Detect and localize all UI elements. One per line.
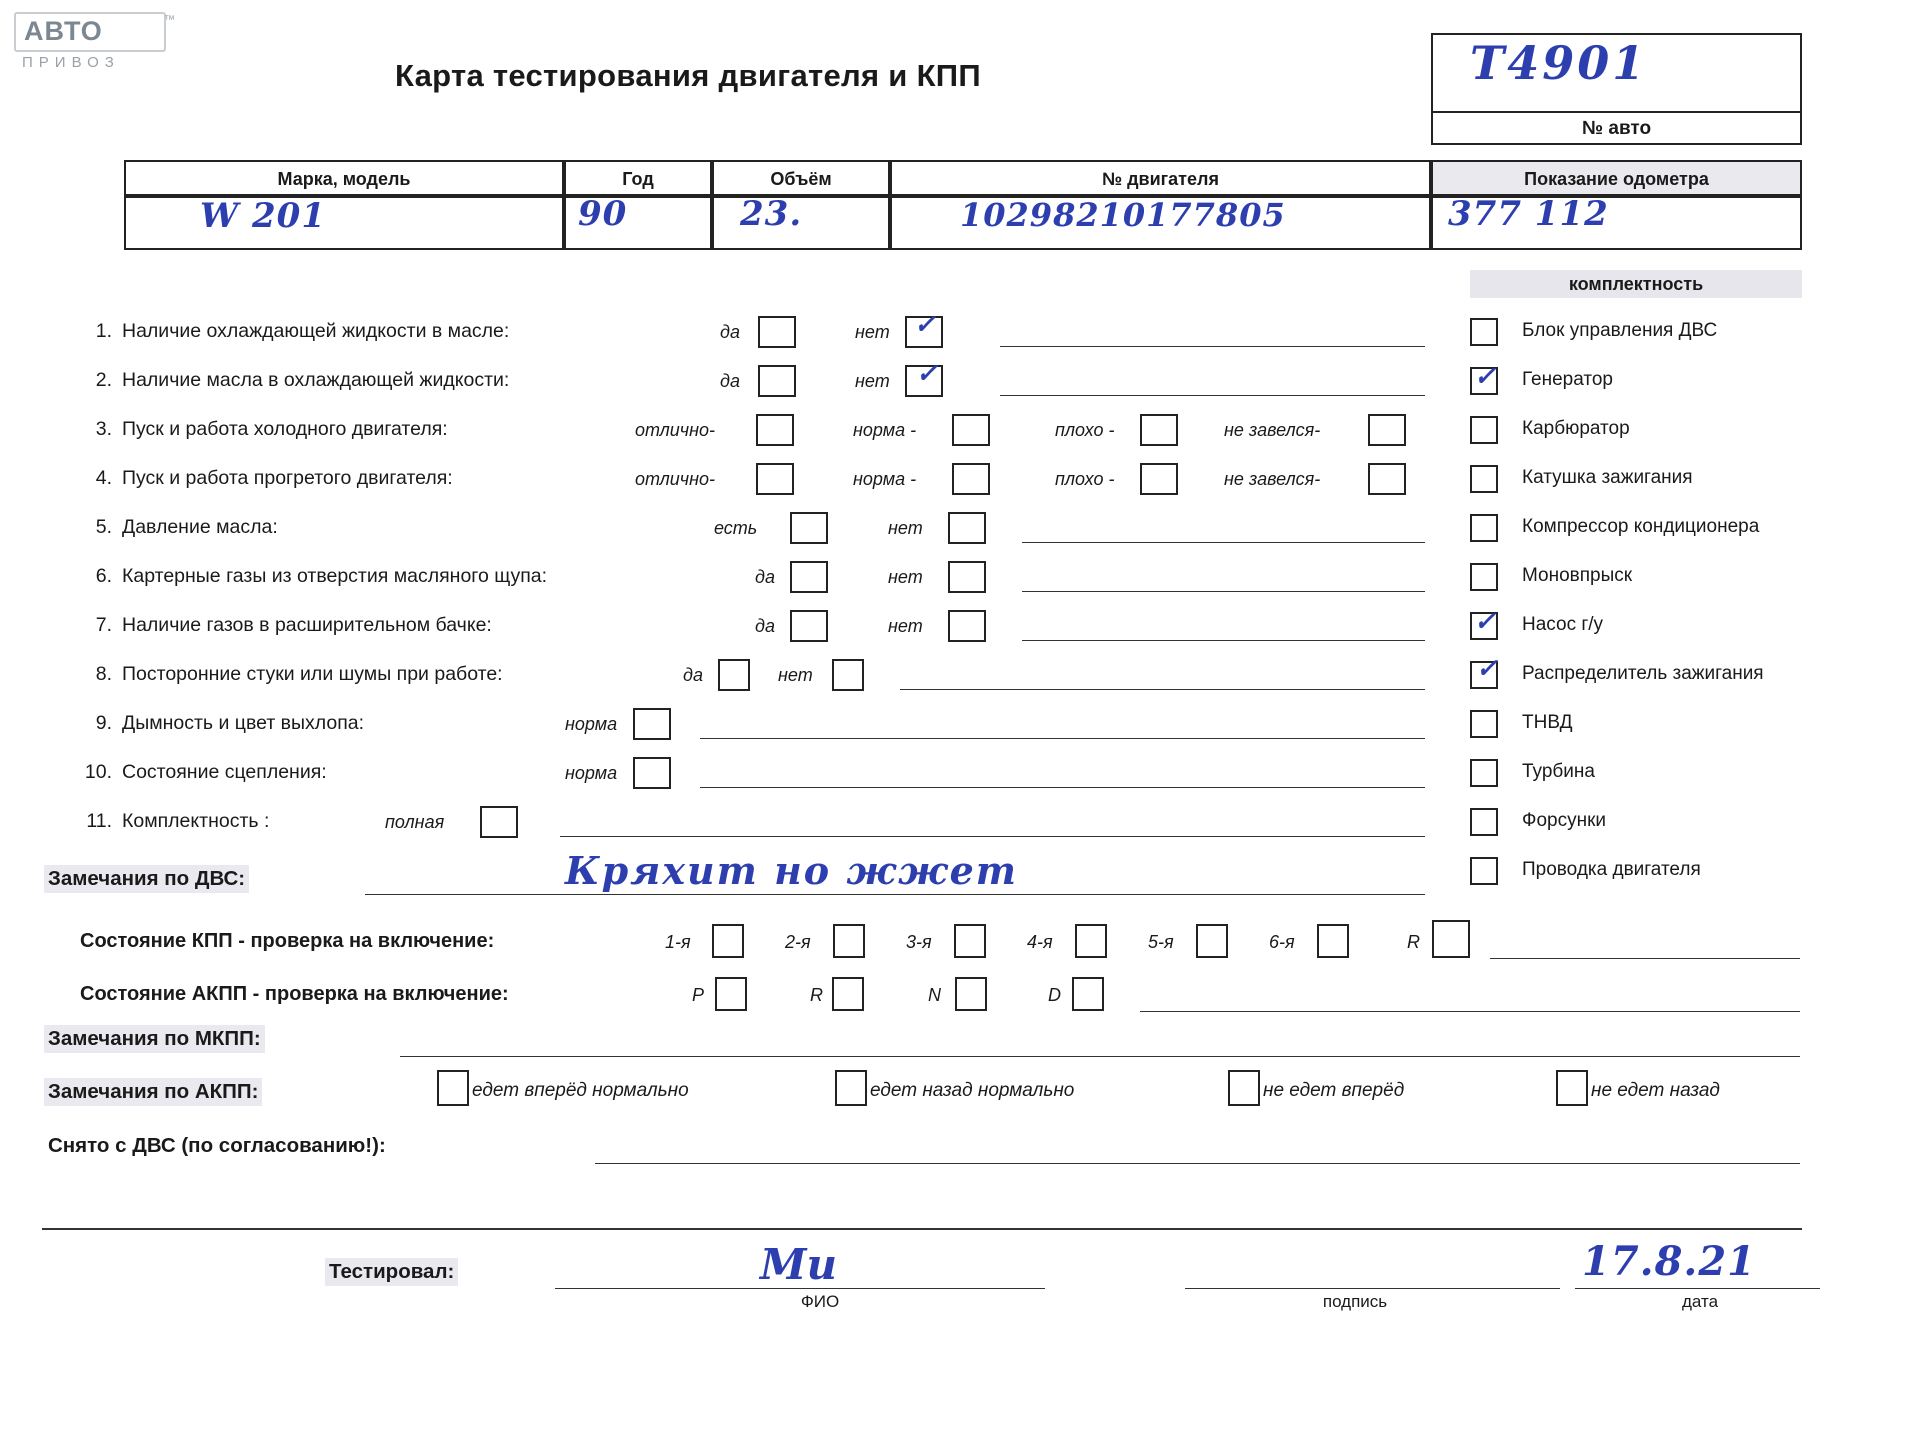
akpp-position-checkbox-2[interactable] <box>955 977 987 1011</box>
question-7-note-line[interactable] <box>1022 640 1425 641</box>
mkpp-gear-checkbox-2[interactable] <box>954 924 986 958</box>
question-3-option-3-checkbox[interactable] <box>1368 414 1406 446</box>
complectness-label-3: Катушка зажигания <box>1522 467 1693 488</box>
question-4-option-1-label: норма - <box>853 469 917 489</box>
table-header-make: Марка, модель <box>124 160 564 196</box>
question-text-9: Дымность и цвет выхлопа: <box>122 712 365 734</box>
question-number-5: 5. <box>95 516 112 538</box>
complectness-label-7: Распределитель зажигания <box>1522 663 1764 684</box>
mkpp-note-line[interactable] <box>1490 958 1800 959</box>
question-2-option-0-label: да <box>720 371 740 391</box>
akpp-position-label-1: R <box>810 985 823 1005</box>
mkpp-gear-checkbox-0[interactable] <box>712 924 744 958</box>
question-1-note-line[interactable] <box>1000 346 1425 347</box>
question-text-7: Наличие газов в расширительном бачке: <box>122 614 492 636</box>
question-2-note-line[interactable] <box>1000 395 1425 396</box>
mkpp-gear-checkbox-4[interactable] <box>1196 924 1228 958</box>
complectness-checkbox-2[interactable] <box>1470 416 1498 444</box>
table-header-year: Год <box>564 160 712 196</box>
question-text-4: Пуск и работа прогретого двигателя: <box>122 467 453 489</box>
complectness-mark-1: ✓ <box>1474 362 1496 392</box>
question-number-4: 4. <box>95 467 112 489</box>
complectness-header: комплектность <box>1470 270 1802 298</box>
mkpp-gear-checkbox-3[interactable] <box>1075 924 1107 958</box>
complectness-mark-6: ✓ <box>1474 607 1496 637</box>
footer-divider <box>42 1228 1802 1230</box>
question-8-option-1-label: нет <box>778 665 813 685</box>
question-3-option-2-label: плохо - <box>1055 420 1115 440</box>
mkpp-label: Состояние КПП - проверка на включение: <box>80 930 495 952</box>
question-5-option-1-label: нет <box>888 518 923 538</box>
notes-akpp-label-3: не едет назад <box>1591 1080 1720 1101</box>
mkpp-gear-label-4: 5-я <box>1148 932 1174 952</box>
question-text-5: Давление масла: <box>122 516 278 538</box>
question-8-option-0-label: да <box>683 665 703 685</box>
question-5-option-0-checkbox[interactable] <box>790 512 828 544</box>
question-4-option-2-label: плохо - <box>1055 469 1115 489</box>
question-4-option-3-label: не завелся- <box>1224 469 1321 489</box>
complectness-checkbox-3[interactable] <box>1470 465 1498 493</box>
complectness-label-10: Форсунки <box>1522 810 1606 831</box>
notes-akpp-checkbox-0[interactable] <box>437 1070 469 1106</box>
notes-akpp-label: Замечания по АКПП: <box>44 1078 262 1106</box>
complectness-label-0: Блок управления ДВС <box>1522 320 1718 341</box>
complectness-mark-7: ✓ <box>1476 654 1498 684</box>
tested-label: Тестировал: <box>325 1258 458 1286</box>
question-number-11: 11. <box>86 810 112 832</box>
question-3-option-3-label: не завелся- <box>1224 420 1321 440</box>
mkpp-gear-checkbox-6[interactable] <box>1432 920 1470 958</box>
notes-akpp-label-1: едет назад нормально <box>870 1080 1075 1101</box>
question-2-mark: ✓ <box>916 359 938 389</box>
fio-caption: ФИО <box>800 1292 840 1311</box>
value-engine-number: 10298210177805 <box>960 196 1286 234</box>
question-8-note-line[interactable] <box>900 689 1425 690</box>
question-7-option-0-checkbox[interactable] <box>790 610 828 642</box>
logo-subtitle: ПРИВОЗ <box>22 54 120 71</box>
mkpp-gear-checkbox-1[interactable] <box>833 924 865 958</box>
question-number-7: 7. <box>95 614 112 636</box>
value-volume: 23. <box>740 194 803 234</box>
date-caption: дата <box>1681 1292 1719 1311</box>
value-year: 90 <box>578 194 628 234</box>
akpp-position-label-3: D <box>1048 985 1061 1005</box>
question-1-option-0-checkbox[interactable] <box>758 316 796 348</box>
table-header-odometer: Показание одометра <box>1431 160 1802 196</box>
question-number-2: 2. <box>95 369 112 391</box>
question-number-6: 6. <box>95 565 112 587</box>
complectness-checkbox-5[interactable] <box>1470 563 1498 591</box>
complectness-label-8: ТНВД <box>1522 712 1573 733</box>
question-11-note-line[interactable] <box>560 836 1425 837</box>
question-text-11: Комплектность : <box>122 810 270 832</box>
question-9-option-0-label: норма <box>565 714 618 734</box>
complectness-checkbox-0[interactable] <box>1470 318 1498 346</box>
complectness-label-9: Турбина <box>1522 761 1595 782</box>
complectness-label-6: Насос г/у <box>1522 614 1604 635</box>
question-6-option-0-checkbox[interactable] <box>790 561 828 593</box>
notes-engine-value: Кряхит но жжет <box>565 848 1018 893</box>
notes-mkpp-line[interactable] <box>400 1056 1800 1057</box>
question-number-1: 1. <box>95 320 112 342</box>
question-text-3: Пуск и работа холодного двигателя: <box>122 418 448 440</box>
complectness-checkbox-11[interactable] <box>1470 857 1498 885</box>
car-number-label: № авто <box>1431 113 1802 145</box>
question-7-option-1-label: нет <box>888 616 923 636</box>
complectness-label-5: Моновпрыск <box>1522 565 1633 586</box>
date-line[interactable] <box>1575 1288 1820 1289</box>
question-6-option-1-checkbox[interactable] <box>948 561 986 593</box>
question-2-option-1-label: нет <box>855 371 890 391</box>
removed-line[interactable] <box>595 1163 1800 1164</box>
question-5-option-0-label: есть <box>714 518 758 538</box>
mkpp-gear-label-3: 4-я <box>1027 932 1053 952</box>
complectness-label-1: Генератор <box>1522 369 1613 390</box>
akpp-label: Состояние АКПП - проверка на включение: <box>80 983 509 1005</box>
date-value: 17.8.21 <box>1582 1238 1757 1285</box>
logo-word: АВТО <box>24 16 103 46</box>
signature-caption: подпись <box>1322 1292 1388 1311</box>
notes-akpp-label-0: едет вперёд нормально <box>472 1080 689 1101</box>
notes-mkpp-label: Замечания по МКПП: <box>44 1025 265 1053</box>
notes-akpp-label-2: не едет вперёд <box>1263 1080 1405 1101</box>
question-text-8: Посторонние стуки или шумы при работе: <box>122 663 503 685</box>
question-number-10: 10. <box>84 761 112 783</box>
question-9-option-0-checkbox[interactable] <box>633 708 671 740</box>
question-number-3: 3. <box>95 418 112 440</box>
question-10-note-line[interactable] <box>700 787 1425 788</box>
table-cell-make[interactable] <box>124 196 564 250</box>
signature-line[interactable] <box>1185 1288 1560 1289</box>
question-6-option-1-label: нет <box>888 567 923 587</box>
notes-akpp-checkbox-1[interactable] <box>835 1070 867 1106</box>
question-8-option-1-checkbox[interactable] <box>832 659 864 691</box>
question-10-option-0-checkbox[interactable] <box>633 757 671 789</box>
question-text-1: Наличие охлаждающей жидкости в масле: <box>122 320 510 342</box>
complectness-label-4: Компрессор кондиционера <box>1522 516 1760 537</box>
notes-engine-line[interactable] <box>365 894 1425 895</box>
brand-logo <box>14 12 184 78</box>
question-text-2: Наличие масла в охлаждающей жидкости: <box>122 369 510 391</box>
notes-akpp-checkbox-3[interactable] <box>1556 1070 1588 1106</box>
notes-engine-label: Замечания по ДВС: <box>44 865 249 893</box>
table-header-engineno: № двигателя <box>890 160 1431 196</box>
fio-value: Ми <box>760 1240 838 1289</box>
question-number-8: 8. <box>95 663 112 685</box>
question-1-mark: ✓ <box>914 310 936 340</box>
question-7-option-0-label: да <box>755 616 775 636</box>
question-text-6: Картерные газы из отверстия масляного щупа: <box>122 565 548 587</box>
akpp-position-label-0: P <box>692 985 705 1005</box>
question-11-option-0-checkbox[interactable] <box>480 806 518 838</box>
question-2-option-0-checkbox[interactable] <box>758 365 796 397</box>
question-9-note-line[interactable] <box>700 738 1425 739</box>
question-3-option-0-checkbox[interactable] <box>756 414 794 446</box>
question-1-option-1-label: нет <box>855 322 890 342</box>
akpp-position-checkbox-0[interactable] <box>715 977 747 1011</box>
question-text-10: Состояние сцепления: <box>122 761 327 783</box>
question-4-option-3-checkbox[interactable] <box>1368 463 1406 495</box>
question-3-option-2-checkbox[interactable] <box>1140 414 1178 446</box>
mkpp-gear-label-6: R <box>1407 932 1420 952</box>
question-4-option-0-label: отлично- <box>635 469 715 489</box>
mkpp-gear-label-5: 6-я <box>1269 932 1295 952</box>
question-4-option-2-checkbox[interactable] <box>1140 463 1178 495</box>
question-5-note-line[interactable] <box>1022 542 1425 543</box>
question-6-note-line[interactable] <box>1022 591 1425 592</box>
complectness-checkbox-4[interactable] <box>1470 514 1498 542</box>
mkpp-gear-label-2: 3-я <box>906 932 932 952</box>
question-3-option-1-checkbox[interactable] <box>952 414 990 446</box>
question-5-option-1-checkbox[interactable] <box>948 512 986 544</box>
question-4-option-0-checkbox[interactable] <box>756 463 794 495</box>
question-3-option-1-label: норма - <box>853 420 917 440</box>
akpp-position-checkbox-1[interactable] <box>832 977 864 1011</box>
complectness-checkbox-9[interactable] <box>1470 759 1498 787</box>
complectness-checkbox-10[interactable] <box>1470 808 1498 836</box>
question-3-option-0-label: отлично- <box>635 420 715 440</box>
question-10-option-0-label: норма <box>565 763 618 783</box>
complectness-label-2: Карбюратор <box>1522 418 1630 439</box>
complectness-checkbox-8[interactable] <box>1470 710 1498 738</box>
removed-label: Снято с ДВС (по согласованию!): <box>48 1134 386 1157</box>
value-odometer: 377 112 <box>1448 194 1609 234</box>
mkpp-gear-checkbox-5[interactable] <box>1317 924 1349 958</box>
notes-akpp-checkbox-2[interactable] <box>1228 1070 1260 1106</box>
question-4-option-1-checkbox[interactable] <box>952 463 990 495</box>
logo-trademark-icon: ™ <box>164 14 175 26</box>
question-7-option-1-checkbox[interactable] <box>948 610 986 642</box>
page-title: Карта тестирования двигателя и КПП <box>395 58 981 93</box>
question-number-9: 9. <box>95 712 112 734</box>
akpp-position-label-2: N <box>928 985 941 1005</box>
mkpp-gear-label-1: 2-я <box>785 932 811 952</box>
table-header-volume: Объём <box>712 160 890 196</box>
akpp-position-checkbox-3[interactable] <box>1072 977 1104 1011</box>
mkpp-gear-label-0: 1-я <box>665 932 691 952</box>
complectness-label-11: Проводка двигателя <box>1522 859 1701 880</box>
car-number-value: Т4901 <box>1470 36 1648 90</box>
question-6-option-0-label: да <box>755 567 775 587</box>
value-make: W 201 <box>200 196 326 236</box>
question-11-option-0-label: полная <box>385 812 445 832</box>
question-1-option-0-label: да <box>720 322 740 342</box>
akpp-note-line[interactable] <box>1140 1011 1800 1012</box>
question-8-option-0-checkbox[interactable] <box>718 659 750 691</box>
